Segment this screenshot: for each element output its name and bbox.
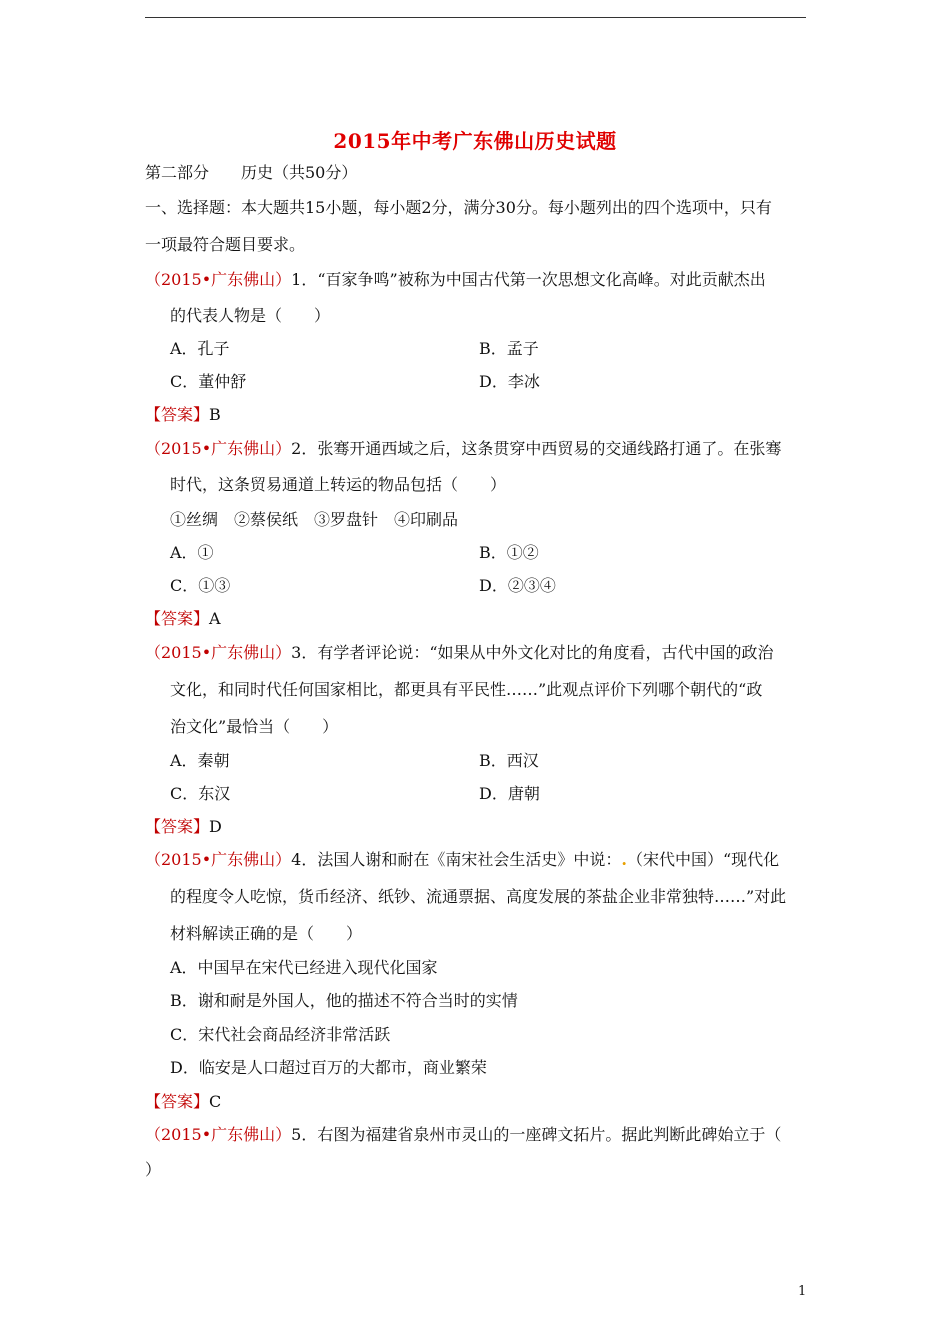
source-tag: （2015•广东佛山） bbox=[145, 1125, 292, 1144]
question-2-option-b: B．①② bbox=[479, 543, 539, 562]
page-number: 1 bbox=[798, 1284, 807, 1299]
answer-tag: 【答案】 bbox=[145, 1092, 210, 1111]
answer-value: C bbox=[209, 1092, 222, 1111]
question-4-option-d: D．临安是人口超过百万的大都市，商业繁荣 bbox=[170, 1058, 487, 1077]
instructions-line-2: 一项最符合题目要求。 bbox=[145, 235, 306, 254]
question-3-line-3: 治文化”最恰当（ ） bbox=[170, 717, 339, 736]
question-2-option-a: A．① bbox=[170, 543, 214, 562]
question-1-option-b: B．孟子 bbox=[479, 339, 539, 358]
question-3-option-c: C．东汉 bbox=[170, 784, 231, 803]
question-1-line-2: 的代表人物是（ ） bbox=[170, 306, 331, 325]
question-2-line-2: 时代，这条贸易通道上转运的物品包括（ ） bbox=[170, 475, 507, 494]
question-2-answer bbox=[145, 609, 221, 629]
source-tag: （2015•广东佛山） bbox=[145, 643, 292, 662]
question-4-line-3: 材料解读正确的是（ ） bbox=[170, 924, 363, 943]
question-4-answer bbox=[145, 1092, 221, 1112]
answer-tag: 【答案】 bbox=[145, 817, 210, 836]
answer-tag: 【答案】 bbox=[145, 405, 210, 424]
question-3-line-1: 3．有学者评论说：“如果从中外文化对比的角度看，古代中国的政治 bbox=[291, 643, 774, 662]
question-1-option-c: C．董仲舒 bbox=[170, 372, 247, 391]
question-2-option-d: D．②③④ bbox=[479, 576, 556, 595]
question-2-stem bbox=[145, 439, 781, 459]
question-3-option-b: B．西汉 bbox=[479, 751, 539, 770]
header-rule bbox=[145, 17, 806, 18]
question-4-line-1b: （宋代中国）“现代化 bbox=[626, 850, 780, 869]
instructions-line-1: 一、选择题：本大题共15小题，每小题2分，满分30分。每小题列出的四个选项中，只有 bbox=[145, 198, 772, 217]
source-tag: （2015•广东佛山） bbox=[145, 270, 292, 289]
question-2-line-1: 2．张骞开通西域之后，这条贯穿中西贸易的交通线路打通了。在张骞 bbox=[291, 439, 782, 458]
question-1-answer bbox=[145, 405, 221, 425]
question-1-option-a: A．孔子 bbox=[170, 339, 230, 358]
question-1-stem bbox=[145, 270, 766, 290]
page-title: 2015年中考广东佛山历史试题 bbox=[333, 129, 617, 153]
question-4-option-a: A．中国早在宋代已经进入现代化国家 bbox=[170, 958, 438, 977]
question-2-line-3: ①丝绸 ②蔡侯纸 ③罗盘针 ④印刷品 bbox=[170, 510, 459, 529]
question-5-line-1a: 5．右图为福建省泉 bbox=[291, 1125, 430, 1144]
source-tag: （2015•广东佛山） bbox=[145, 850, 292, 869]
question-1-option-d: D．李冰 bbox=[479, 372, 540, 391]
question-1-line-1: 1．“百家争鸣”被称为中国古代第一次思想文化高峰。对此贡献杰出 bbox=[291, 270, 766, 289]
question-3-option-d: D．唐朝 bbox=[479, 784, 540, 803]
question-4-option-c: C．宋代社会商品经济非常活跃 bbox=[170, 1025, 391, 1044]
question-2-option-c: C．①③ bbox=[170, 576, 231, 595]
question-4-line-1a: 4．法国人谢和耐在《南宋社会生活史》中说： bbox=[291, 850, 622, 869]
question-3-stem bbox=[145, 643, 774, 663]
source-tag: （2015•广东佛山） bbox=[145, 439, 292, 458]
answer-value: A bbox=[209, 609, 221, 628]
question-4-line-2: 的程度令人吃惊，货币经济、纸钞、流通票据、高度发展的茶盐企业非常独特……”对此 bbox=[170, 887, 787, 906]
question-5-line-1b: 州市灵山的一座碑文拓片。据此判断此碑始立于（ bbox=[429, 1125, 782, 1144]
question-3-answer bbox=[145, 817, 222, 837]
question-4-option-b: B．谢和耐是外国人，他的描述不符合当时的实情 bbox=[170, 991, 518, 1010]
highlight-dot: . bbox=[621, 850, 627, 869]
question-4-stem bbox=[145, 850, 779, 870]
section-heading: 第二部分 历史（共50分） bbox=[145, 163, 358, 182]
answer-tag: 【答案】 bbox=[145, 609, 210, 628]
answer-value: B bbox=[209, 405, 221, 424]
question-3-option-a: A．秦朝 bbox=[170, 751, 230, 770]
answer-value: D bbox=[209, 817, 222, 836]
question-3-line-2: 文化，和同时代任何国家相比，都更具有平民性……”此观点评价下列哪个朝代的“政 bbox=[170, 680, 763, 699]
question-5-line-2: ） bbox=[145, 1160, 162, 1179]
question-5-stem bbox=[145, 1125, 781, 1145]
